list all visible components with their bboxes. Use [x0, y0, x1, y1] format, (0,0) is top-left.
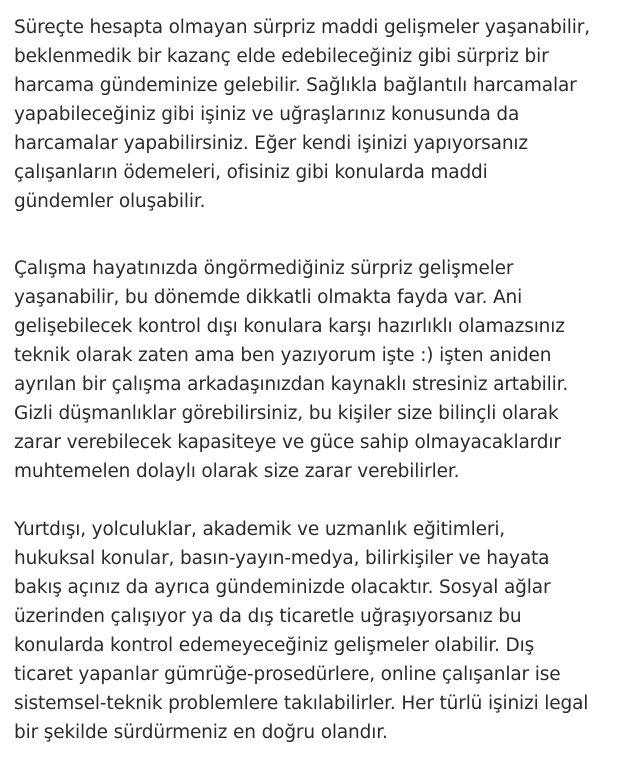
text-line: Yurtdışı, yolculuklar, akademik ve uzmanlık eğitimleri, [14, 519, 506, 540]
text-line: teknik olarak zaten ama ben yazıyorum işte :) işten aniden [14, 345, 552, 366]
text-line: çalışanların ödemeleri, ofisiniz gibi konularda maddi [14, 162, 488, 183]
text-line: sistemsel-teknik problemlere takılabilirler. Her türlü işinizi legal [14, 693, 589, 714]
paragraph-abroad [14, 515, 640, 747]
text-line: ticaret yapanlar gümrüğe-prosedürlere, online çalışanlar ise [14, 664, 561, 685]
text-line: gündemler oluşabilir. [14, 191, 206, 212]
text-line: harcama gündeminize gelebilir. Sağlıkla bağlantılı harcamalar [14, 75, 577, 96]
text-line: hukuksal konular, basın-yayın-medya, bilirkişiler ve hayata [14, 548, 550, 569]
text-line: zarar verebilecek kapasiteye ve güce sahip olmayacaklardır [14, 432, 561, 453]
text-line: yapabileceğiniz gibi işiniz ve uğraşlarınız konusunda da [14, 104, 520, 125]
paragraph-finances [14, 13, 640, 216]
text-line: muhtemelen dolaylı olarak size zarar verebilirler. [14, 461, 460, 482]
text-line: konularda kontrol edemeyeceğiniz gelişmeler olabilir. Dış [14, 635, 535, 656]
text-line: üzerinden çalışıyor ya da dış ticaretle uğraşıyorsanız bu [14, 606, 522, 627]
text-line: yaşanabilir, bu dönemde dikkatli olmakta fayda var. Ani [14, 287, 523, 308]
text-line: Süreçte hesapta olmayan sürpriz maddi gelişmeler yaşanabilir, [14, 17, 590, 38]
text-line: gelişebilecek kontrol dışı konulara karşı hazırlıklı olamazsınız [14, 316, 565, 337]
text-line: ayrılan bir çalışma arkadaşınızdan kaynaklı stresiniz artabilir. [14, 374, 569, 395]
text-line: Çalışma hayatınızda öngörmediğiniz sürpriz gelişmeler [14, 258, 514, 279]
text-line: harcamalar yapabilirsiniz. Eğer kendi işinizi yapıyorsanız [14, 133, 528, 154]
text-line: Gizli düşmanlıklar görebilirsiniz, bu kişiler size bilinçli olarak [14, 403, 559, 424]
text-line: bir şekilde sürdürmeniz en doğru olandır. [14, 722, 388, 743]
text-line: beklenmedik bir kazanç elde edebileceğiniz gibi sürpriz bir [14, 46, 549, 67]
paragraph-work-life [14, 254, 640, 486]
text-line: bakış açınız da ayrıca gündeminizde olacaktır. Sosyal ağlar [14, 577, 551, 598]
